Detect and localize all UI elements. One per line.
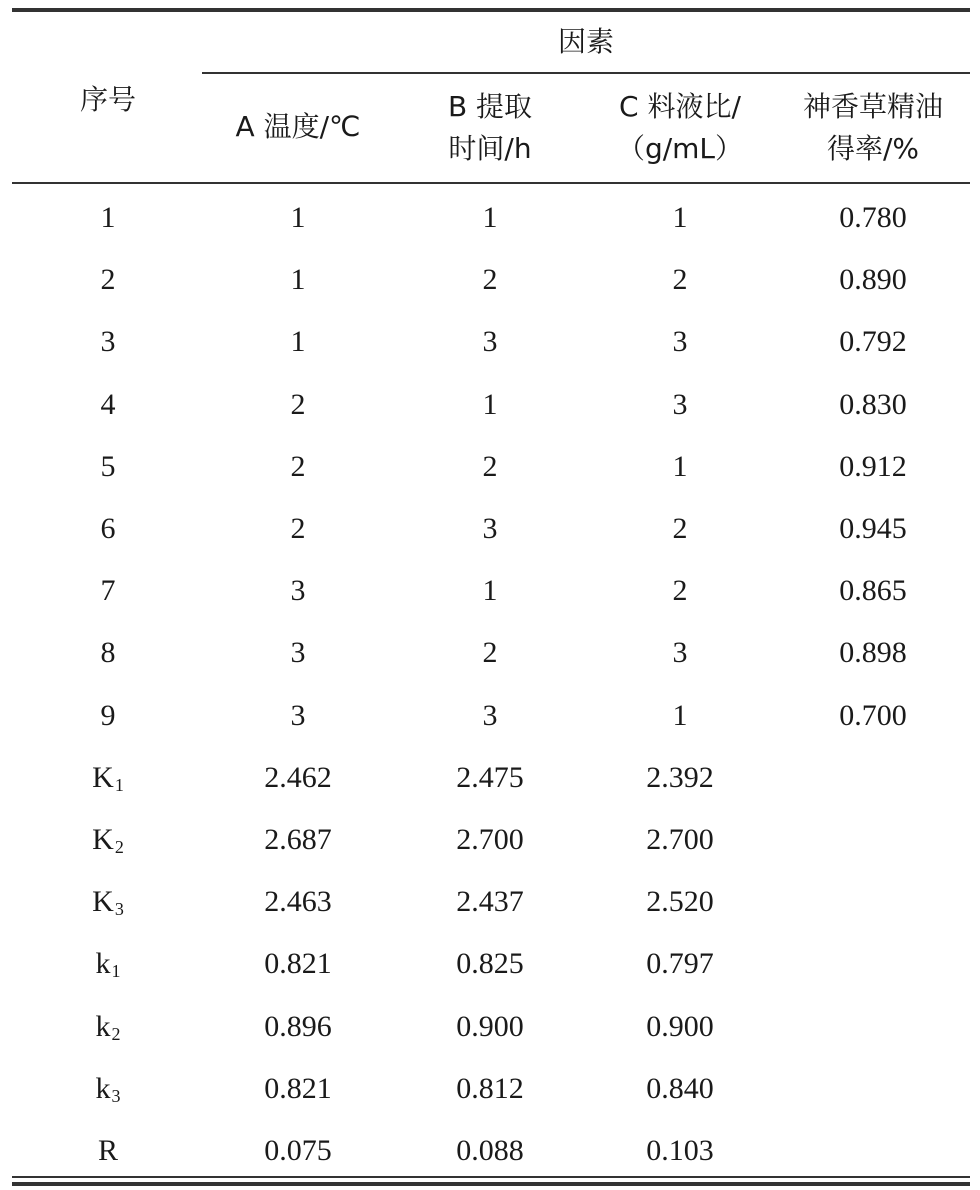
row-index: 4 (100, 387, 116, 421)
stat-label-base: k (95, 1071, 111, 1105)
stat-cell-a: 2.463 (264, 885, 332, 919)
table-cell-y: 0.792 (839, 325, 907, 359)
table-top-rule (12, 8, 970, 12)
stat-label-base: K (92, 760, 114, 794)
table-cell-c: 3 (672, 636, 688, 670)
stat-cell-c: 2.392 (646, 760, 714, 794)
table-cell-a: 1 (290, 201, 306, 234)
table-cell-c: 3 (672, 325, 688, 359)
stat-cell-c: 0.840 (646, 1071, 714, 1105)
stat-label (12, 1007, 204, 1054)
table-cell-y: 0.865 (839, 574, 907, 608)
stat-cell-a: 2.687 (264, 823, 332, 856)
table-cell-y: 0.780 (839, 201, 907, 234)
row-index: 6 (100, 512, 116, 545)
table-cell-b: 3 (482, 698, 498, 732)
table-cell-a: 2 (290, 387, 306, 421)
stat-label-subscript: 1 (114, 774, 124, 795)
stat-label-subscript: 3 (111, 1085, 121, 1106)
table-cell-c: 1 (672, 201, 688, 234)
column-header-yield: 神香草精油 得率/% (802, 90, 943, 165)
table-cell-b: 1 (482, 574, 498, 608)
table-cell-b: 2 (482, 263, 498, 297)
stat-cell-a: 0.821 (264, 947, 332, 981)
stat-label-base: k (95, 1009, 111, 1043)
stat-cell-b: 0.812 (456, 1071, 524, 1105)
table-cell-y: 0.830 (839, 387, 907, 421)
table-cell-a: 3 (290, 574, 306, 608)
column-header-a: A 温度/℃ (235, 110, 361, 143)
stat-label (12, 944, 204, 991)
table-cell-y: 0.700 (839, 698, 907, 732)
factor-group-rule (202, 72, 970, 74)
stat-cell-b: 0.088 (456, 1134, 524, 1167)
row-index: 3 (100, 325, 116, 359)
table-cell-a: 2 (290, 449, 306, 483)
stat-cell-a: 0.896 (264, 1009, 332, 1043)
table-cell-c: 2 (672, 263, 688, 297)
table-cell-y: 0.945 (839, 512, 907, 545)
table-cell-b: 3 (482, 325, 498, 359)
table-bottom-rule-thick (12, 1182, 970, 1186)
table-cell-c: 1 (672, 698, 688, 732)
table-cell-y: 0.912 (839, 449, 907, 483)
row-index: 5 (100, 449, 116, 483)
stat-label (12, 1069, 204, 1116)
table-cell-c: 2 (672, 574, 688, 608)
stat-label-subscript: 3 (114, 899, 124, 920)
table-cell-a: 1 (290, 263, 306, 297)
stat-cell-b: 2.475 (456, 760, 524, 794)
table-cell-b: 1 (482, 201, 498, 234)
column-header-c: C 料液比/ （g/mL） (616, 90, 744, 165)
stat-label (12, 882, 204, 929)
stat-cell-a: 2.462 (264, 760, 332, 794)
table-cell-c: 3 (672, 387, 688, 421)
table-cell-a: 3 (290, 698, 306, 732)
stat-label-base: K (92, 885, 114, 919)
stat-cell-a: 0.821 (264, 1071, 332, 1105)
table-cell-b: 3 (482, 512, 498, 545)
row-index: 8 (100, 636, 116, 670)
stat-label (12, 820, 204, 867)
table-cell-b: 2 (482, 636, 498, 670)
stat-cell-a: 0.075 (264, 1134, 332, 1167)
stat-cell-c: 2.520 (646, 885, 714, 919)
stat-label (12, 758, 204, 805)
stat-label-base: K (92, 823, 114, 856)
row-index: 7 (100, 574, 116, 608)
stat-cell-b: 0.825 (456, 947, 524, 981)
stat-cell-c: 2.700 (646, 823, 714, 856)
row-index: 1 (100, 201, 116, 234)
stat-label-base: R (97, 1134, 118, 1167)
stat-label (12, 1131, 204, 1171)
table-cell-b: 2 (482, 449, 498, 483)
table-cell-c: 2 (672, 512, 688, 545)
table-cell-a: 2 (290, 512, 306, 545)
table-cell-a: 1 (290, 325, 306, 359)
table-cell-b: 1 (482, 387, 498, 421)
stat-cell-b: 2.437 (456, 885, 524, 919)
stat-cell-b: 0.900 (456, 1009, 524, 1043)
table-cell-y: 0.890 (839, 263, 907, 297)
stat-cell-c: 0.900 (646, 1009, 714, 1043)
column-header-b: B 提取 时间/h (447, 90, 533, 165)
stat-label-subscript: 2 (114, 837, 124, 857)
stat-label-subscript: 1 (111, 961, 121, 982)
stat-cell-b: 2.700 (456, 823, 524, 856)
table-cell-c: 1 (672, 449, 688, 483)
table-bottom-rule-thin (12, 1176, 970, 1178)
table-cell-y: 0.898 (839, 636, 907, 670)
row-index: 9 (100, 698, 116, 732)
stat-label-base: k (95, 947, 111, 981)
table-cell-a: 3 (290, 636, 306, 670)
stat-cell-c: 0.797 (646, 947, 714, 981)
stat-cell-c: 0.103 (646, 1134, 714, 1167)
factor-group-header: 因素 (557, 25, 614, 58)
row-index: 2 (100, 263, 116, 297)
header-bottom-rule (12, 182, 970, 184)
stat-label-subscript: 2 (111, 1023, 121, 1044)
index-column-header: 序号 (79, 83, 136, 116)
